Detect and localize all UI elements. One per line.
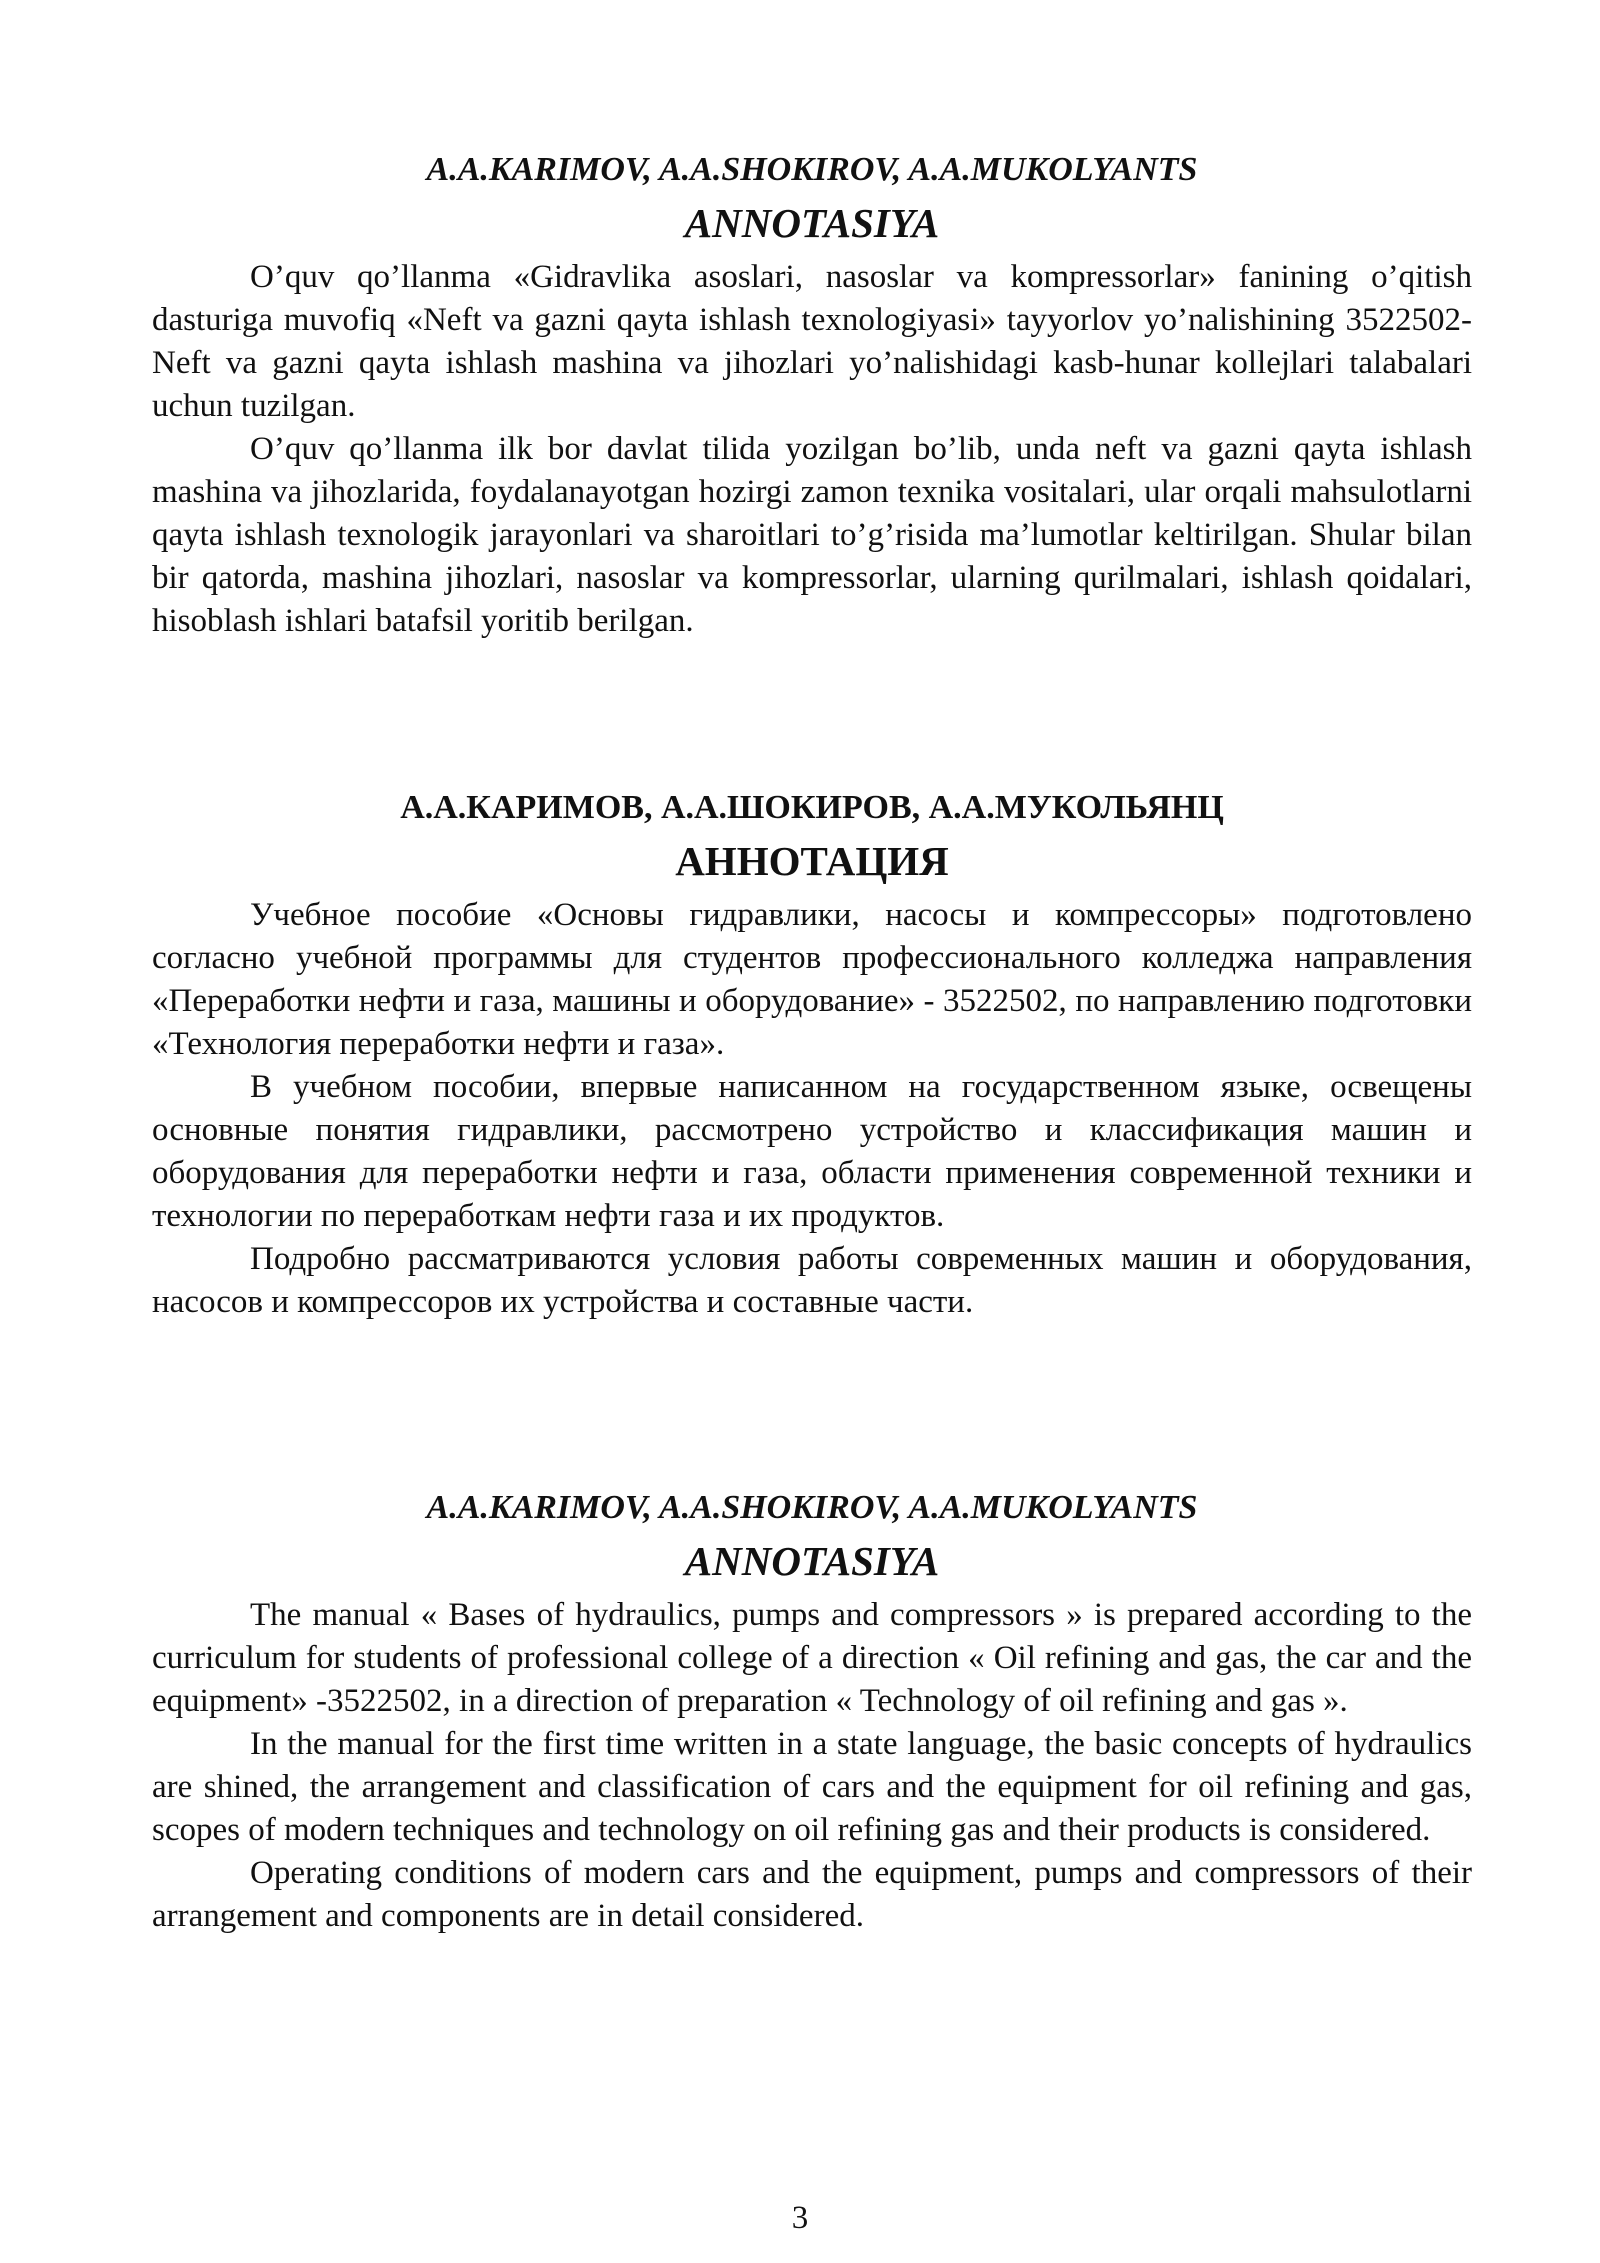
annotation-paragraph: В учебном пособии, впервые написанном на государственном языке, освещены основные понятия гидравлики, рассмотрено устройство и классификация машин и оборудования для переработки нефти и газа, области применения современной техники и технологии по переработкам нефти газа и их продуктов. [152, 1069, 1472, 1234]
annotation-heading: ANNOTASIYA [684, 200, 940, 246]
english-annotation-section [152, 1486, 1472, 1938]
authors-line: A.A.KARIMOV, A.A.SHOKIROV, A.A.MUKOLYANTS [426, 1489, 1198, 1526]
annotation-heading: АННОТАЦИЯ [675, 838, 949, 884]
annotation-paragraph: Operating conditions of modern cars and the equipment, pumps and compressors of their arrangement and components are in detail considered. [152, 1855, 1472, 1934]
authors-line: A.A.KARIMOV, A.A.SHOKIROV, A.A.MUKOLYANTS [426, 151, 1198, 188]
annotation-paragraph: The manual « Bases of hydraulics, pumps and compressors » is prepared according to the curriculum for students of professional college of a direction « Oil refining and gas, the car and the equipment» -3522502, in a direction of preparation « Technology of oil refining and gas ». [152, 1597, 1472, 1719]
annotation-paragraph: Учебное пособие «Основы гидравлики, насосы и компрессоры» подготовлено согласно учебной программы для студентов профессионального колледжа направления «Переработки нефти и газа, машины и оборудование» - 3522502, по направлению подготовки «Технология переработки нефти и газа». [152, 897, 1472, 1062]
russian-annotation-section [152, 786, 1472, 1324]
authors-line: А.А.КАРИМОВ, А.А.ШОКИРОВ, А.А.МУКОЛЬЯНЦ [400, 789, 1224, 826]
annotation-paragraph: Подробно рассматриваются условия работы современных машин и оборудования, насосов и компрессоров их устройства и составные части. [152, 1241, 1472, 1320]
page-number: 3 [791, 2200, 809, 2236]
annotation-paragraph: O’quv qo’llanma «Gidravlika asoslari, nasoslar va kompressorlar» fanining o’qitish dasturiga muvofiq «Neft va gazni qayta ishlash texnologiyasi» tayyorlov yo’nalishining 3522502-Neft va gazni qayta ishlash mashina va jihozlari yo’nalishidagi kasb-hunar kollejlari talabalari uchun tuzilgan. [152, 259, 1472, 424]
uzbek-annotation-section [152, 148, 1472, 643]
annotation-paragraph: O’quv qo’llanma ilk bor davlat tilida yozilgan bo’lib, unda neft va gazni qayta ishlash mashina va jihozlarida, foydalanayotgan hozirgi zamon texnika vositalari, ular orqali mahsulotlarni qayta ishlash texnologik jarayonlari va sharoitlari to’g’risida ma’lumotlar keltirilgan. Shular bilan bir qatorda, mashina jihozlari, nasoslar va kompressorlar, ularning qurilmalari, ishlash qoidalari, hisoblash ishlari batafsil yoritib berilgan. [152, 431, 1472, 639]
annotation-paragraph: In the manual for the first time written in a state language, the basic concepts of hydraulics are shined, the arrangement and classification of cars and the equipment for oil refining and gas, scopes of modern techniques and technology on oil refining gas and their products is considered. [152, 1726, 1472, 1848]
annotation-heading: ANNOTASIYA [684, 1538, 940, 1584]
